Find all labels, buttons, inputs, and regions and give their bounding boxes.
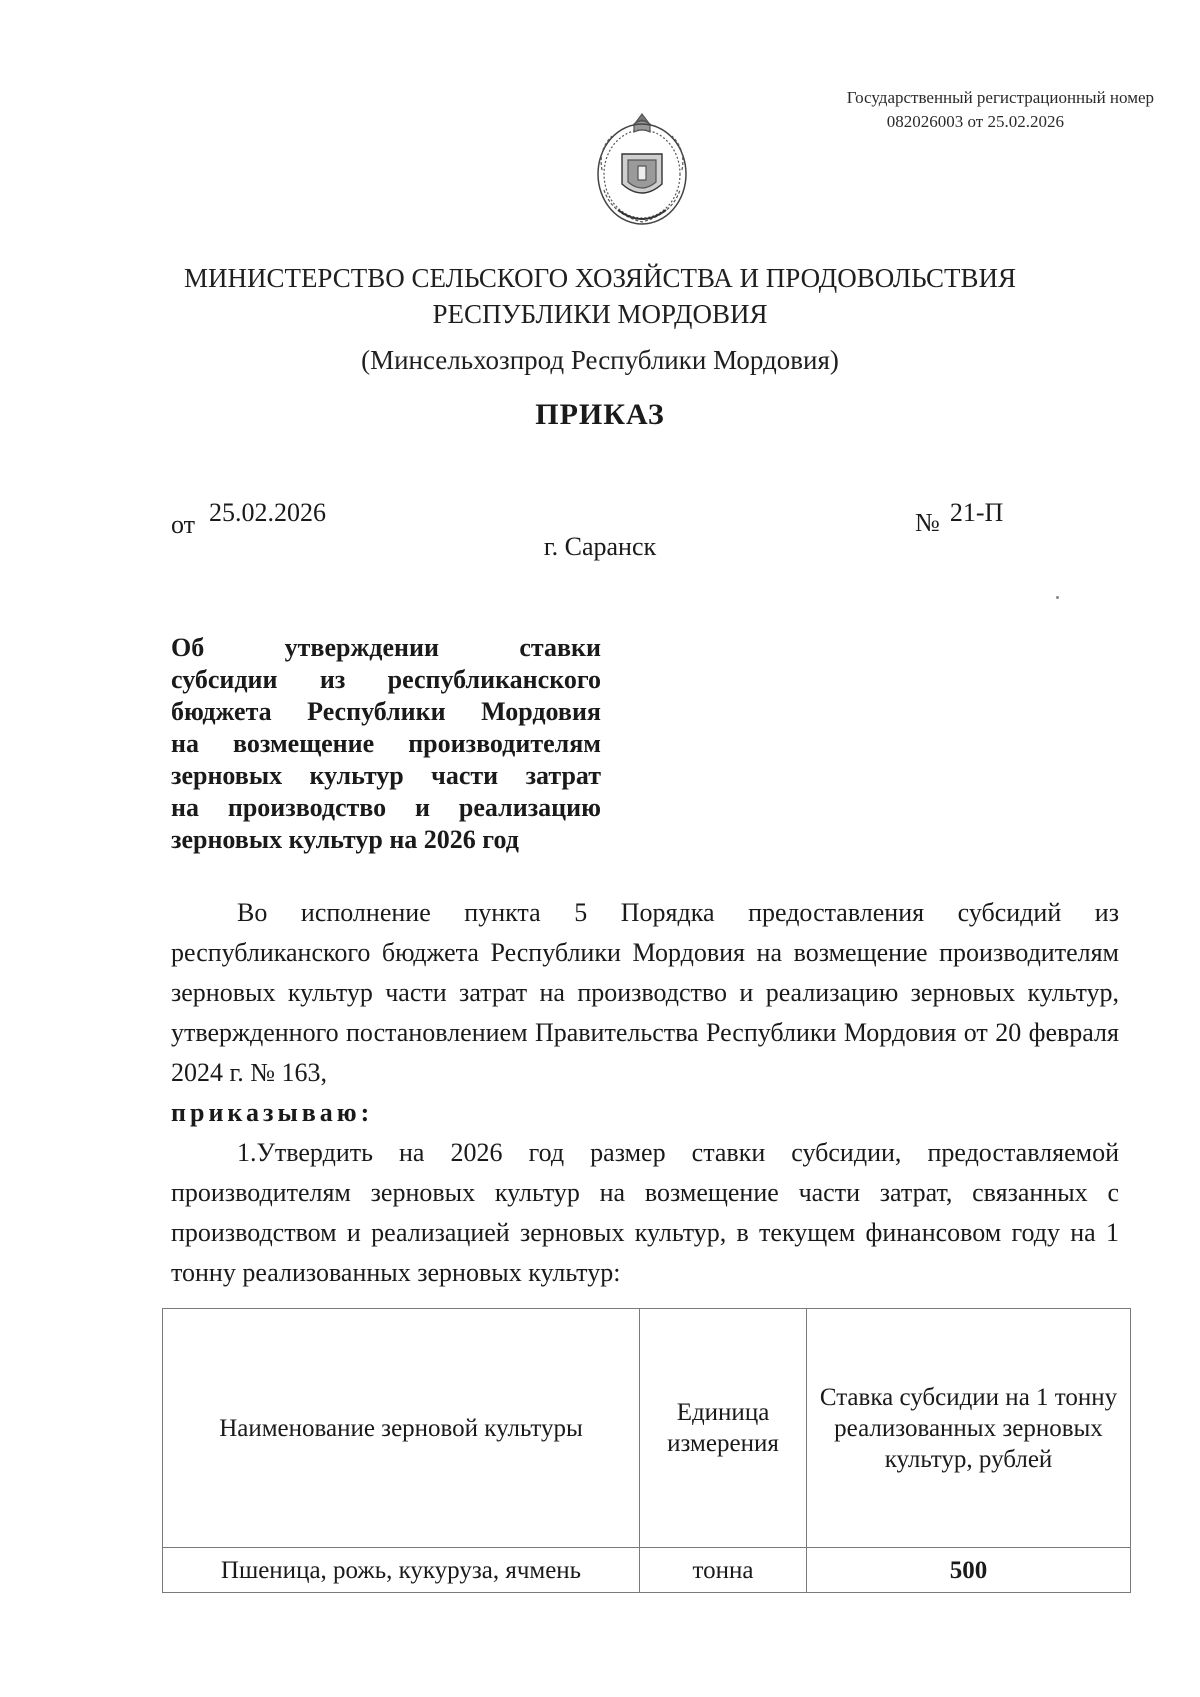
number-sign: № bbox=[915, 508, 940, 537]
registration-label: Государственный регистрационный номер bbox=[846, 88, 1154, 107]
table-header-row bbox=[163, 1309, 1131, 1548]
scan-artifact bbox=[1056, 596, 1059, 599]
subject-line: Об утверждении ставки bbox=[171, 633, 601, 662]
registration-number: 082026003 от 25.02.2026 bbox=[886, 112, 1064, 131]
cell-rate: 500 bbox=[807, 1548, 1131, 1593]
ministry-name-line2: РЕСПУБЛИКИ МОРДОВИЯ bbox=[432, 299, 768, 329]
header-crop-name: Наименование зерновой культуры bbox=[163, 1309, 640, 1548]
order-date bbox=[171, 498, 327, 539]
city-name: г. Саранск bbox=[543, 532, 657, 561]
item-1-paragraph: 1.Утвердить на 2026 год размер ставки субсидии, предоставляемой производителям зерновых культур на возмещение части затрат, связанных с производством и реализацией зерновых культур, в текущем финансовом году на 1 тонну реализованных зерновых культур: bbox=[171, 1138, 1119, 1287]
ministry-abbreviation: (Минсельхозпрод Республики Мордовия) bbox=[361, 345, 839, 375]
subject-line: зерновых культур части затрат bbox=[171, 761, 601, 790]
subject-line: зерновых культур на 2026 год bbox=[171, 825, 519, 854]
order-number bbox=[915, 498, 1004, 537]
order-subject bbox=[171, 632, 601, 856]
subject-line: на производство и реализацию bbox=[171, 793, 601, 822]
cell-unit: тонна bbox=[640, 1548, 807, 1593]
date-from-label: от bbox=[171, 510, 196, 539]
table-row bbox=[163, 1548, 1131, 1593]
preamble-paragraph: Во исполнение пункта 5 Порядка предоставления субсидий из республиканского бюджета Республики Мордовия на возмещение производителям зерновых культур части затрат на производство и реализацию зерновых культур, утвержденного постановлением Правительства Республики Мордовия от 20 февраля 2024 г. № 163, bbox=[171, 898, 1119, 1087]
order-keyword: приказываю: bbox=[171, 1098, 374, 1127]
header-rate: Ставка субсидии на 1 тонну реализованных зерновых культур, рублей bbox=[807, 1309, 1131, 1548]
date-value: 25.02.2026 bbox=[209, 498, 327, 527]
order-body bbox=[171, 893, 1119, 1293]
cell-crop: Пшеница, рожь, кукуруза, ячмень bbox=[163, 1548, 640, 1593]
subject-line: на возмещение производителям bbox=[171, 729, 601, 758]
document-type-title: ПРИКАЗ bbox=[535, 398, 665, 431]
registration-number-block bbox=[674, 86, 1154, 134]
subsidy-rate-table bbox=[162, 1308, 1131, 1593]
coat-of-arms-of-mordovia-icon bbox=[588, 110, 696, 232]
ministry-header bbox=[0, 260, 1200, 378]
header-unit: Единица измерения bbox=[640, 1309, 807, 1548]
ministry-name-line1: МИНИСТЕРСТВО СЕЛЬСКОГО ХОЗЯЙСТВА И ПРОДОВОЛЬСТВИЯ bbox=[183, 263, 1017, 293]
number-value: 21-П bbox=[949, 498, 1004, 527]
subject-line: бюджета Республики Мордовия bbox=[171, 697, 601, 726]
subject-line: субсидии из республиканского bbox=[171, 665, 601, 694]
